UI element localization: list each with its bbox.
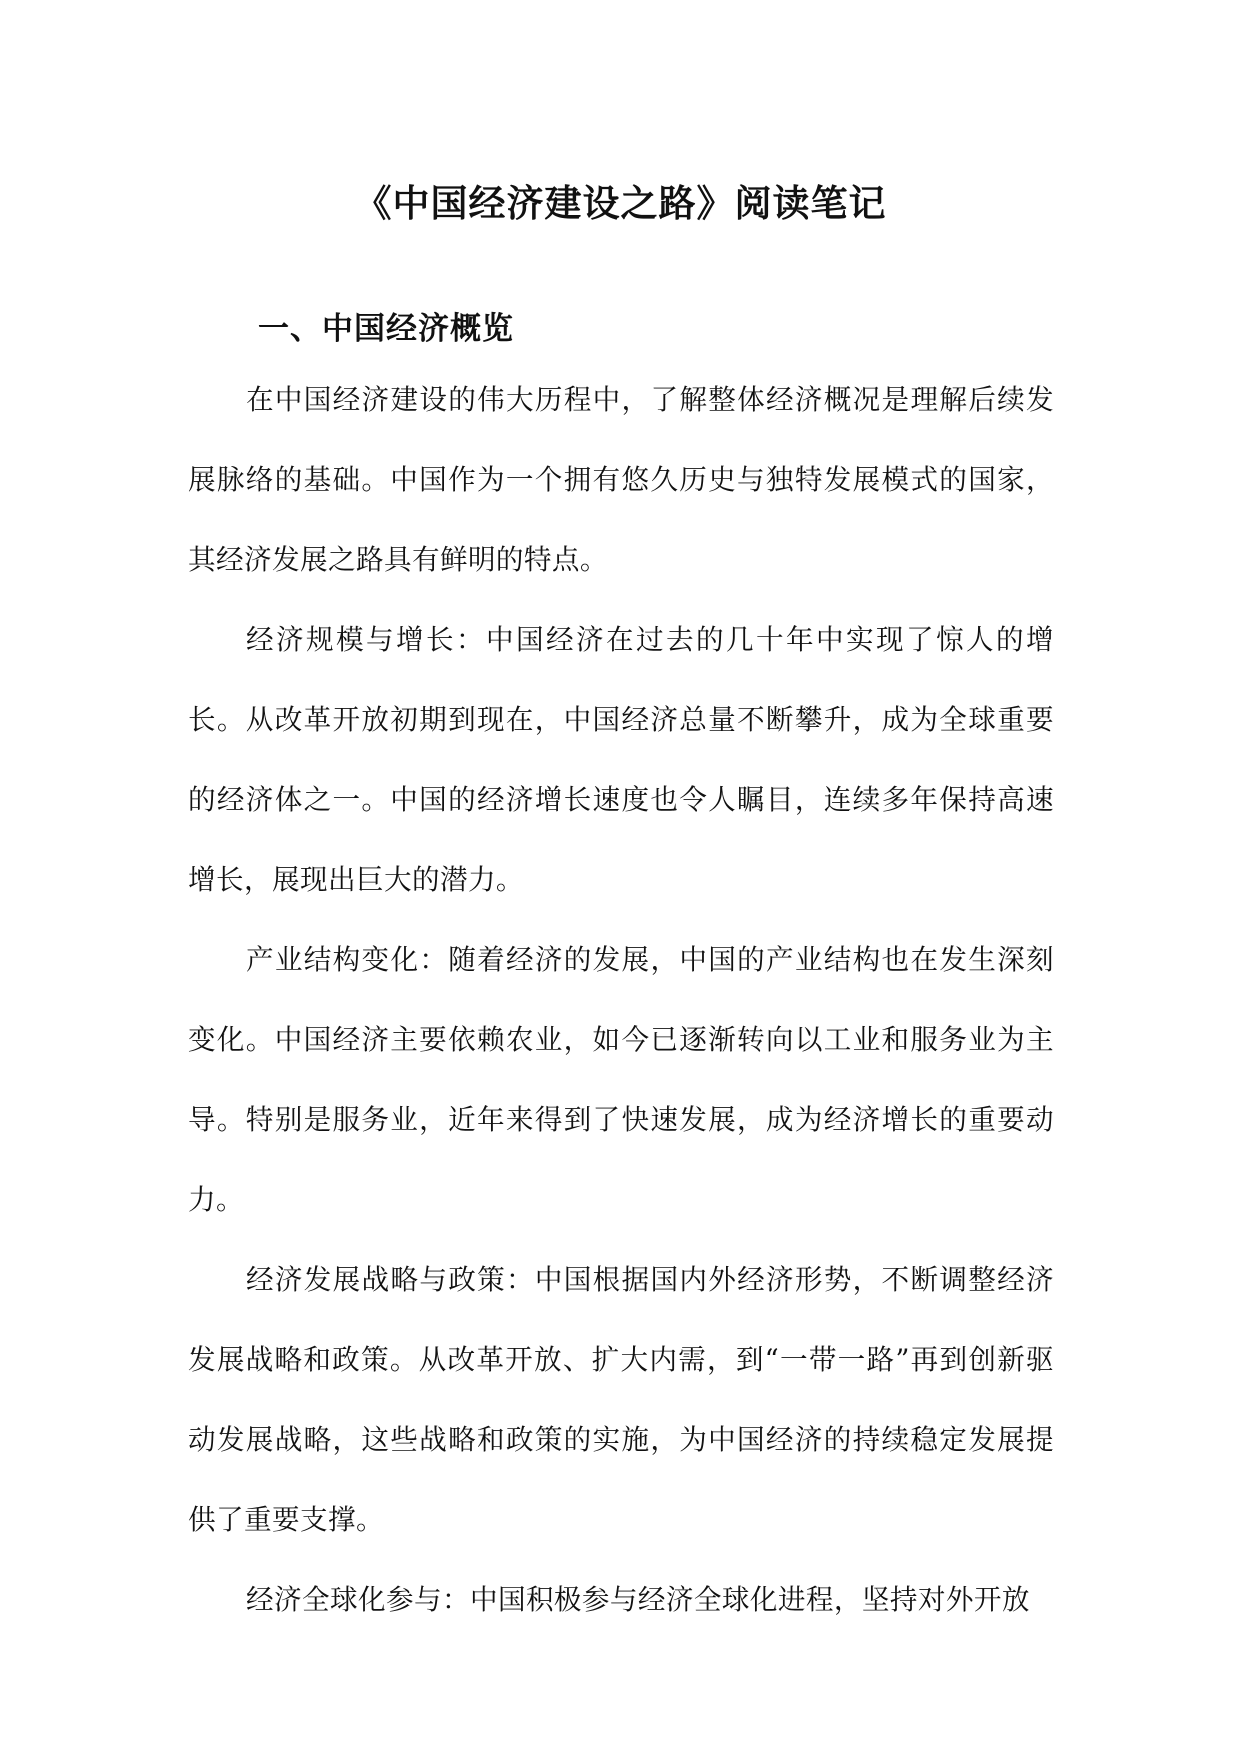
paragraph-industry-structure: 产业结构变化：随着经济的发展，中国的产业结构也在发生深刻变化。中国经济主要依赖农业，如今已逐渐转向以工业和服务业为主导。特别是服务业，近年来得到了快速发展，成为经济增长的重要动力。: [188, 943, 1054, 1216]
paragraph-strategy-policy: 经济发展战略与政策：中国根据国内外经济形势，不断调整经济发展战略和政策。从改革开放、扩大内需，到“一带一路”再到创新驱动发展战略，这些战略和政策的实施，为中国经济的持续稳定发展提供了重要支撑。: [188, 1263, 1054, 1536]
section-body: [188, 360, 1054, 1640]
document-title: 《中国经济建设之路》阅读笔记: [354, 180, 887, 225]
section-heading: 一、中国经济概览: [258, 310, 514, 347]
paragraph-scale-growth: 经济规模与增长：中国经济在过去的几十年中实现了惊人的增长。从改革开放初期到现在，中国经济总量不断攀升，成为全球重要的经济体之一。中国的经济增长速度也令人瞩目，连续多年保持高速增长，展现出巨大的潜力。: [188, 623, 1054, 896]
paragraph-overview: 在中国经济建设的伟大历程中，了解整体经济概况是理解后续发展脉络的基础。中国作为一个拥有悠久历史与独特发展模式的国家，其经济发展之路具有鲜明的特点。: [188, 383, 1054, 576]
paragraph-globalization: 经济全球化参与：中国积极参与经济全球化进程，坚持对外开放: [246, 1583, 1030, 1616]
